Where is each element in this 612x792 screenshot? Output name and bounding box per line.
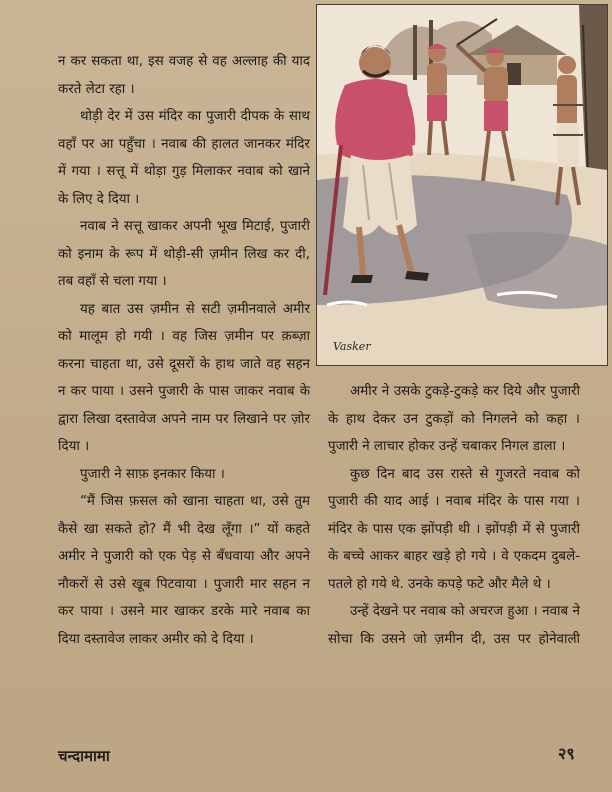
paragraph: “मैं जिस फ़सल को खाना चाहता था, उसे तुम कैसे खा सकते हो? मैं भी देख लूँगा ।” यों कहते अमीर ने पुजारी को एक पेड़ से बँधवाया और अपने नौकरों से उसे खूब पिटवाया । पुजारी मार सहन न कर पाया । उसने मार खाकर डरके मारे नवाब का दिया दस्तावेज लाकर अमीर को दे दिया ।: [58, 494, 310, 647]
paragraph: उन्हें देखने पर नवाब को अचरज हुआ । नवाब ने सोचा कि उसने जो ज़मीन दी, उस पर होनेवाली: [328, 604, 580, 647]
paragraph: यह बात उस ज़मीन से सटी ज़मीनवाले अमीर को मालूम हो गयी । वह जिस ज़मीन पर क़ब्ज़ा करना चाहता था, उसे दूसरों के हाथ जाते वह सहन न कर पाया । उसने पुजारी के पास जाकर नवाब के द्वारा लिखा दस्तावेज अपने नाम पर लिखाने पर ज़ोर दिया ।: [58, 301, 310, 454]
right-text-column: [328, 378, 580, 653]
illustration-drawing: [317, 5, 607, 365]
story-illustration: [316, 4, 608, 366]
paragraph: अमीर ने उसके टुकड़े-टुकड़े कर दिये और पुजारी के हाथ देकर उन टुकड़ों को निगलने को कहा । पुजारी ने लाचार होकर उन्हें चबाकर निगल डाला ।: [328, 384, 580, 454]
page-number: २९: [558, 744, 575, 763]
magazine-title: चन्दामामा: [58, 747, 110, 765]
paragraph: पुजारी ने साफ़ इनकार किया ।: [80, 466, 225, 482]
paragraph: नवाब ने सत्तू खाकर अपनी भूख मिटाई, पुजारी को इनाम के रूप में थोड़ी-सी ज़मीन लिख कर दी, तब वहाँ से चला गया ।: [58, 219, 310, 289]
paragraph: न कर सकता था, इस वजह से वह अल्लाह की याद करते लेटा रहा ।: [58, 54, 310, 97]
artist-signature: Vasker: [333, 340, 371, 353]
paragraph: कुछ दिन बाद उस रास्ते से गुजरते नवाब को पुजारी की याद आई । नवाब मंदिर के पास गया । मंदिर के पास एक झोंपड़ी थी । झोंपड़ी में से पुजारी के बच्चे आकर बाहर खड़े हो गये । वे एकदम दुबले-पतले हो गये थे. उनके कपड़े फटे और मैले थे ।: [328, 466, 580, 592]
paragraph: थोड़ी देर में उस मंदिर का पुजारी दीपक के साथ वहाँ पर आ पहुँचा । नवाब की हालत जानकर मंदिर में गया । सत्तू में थोड़ा गुड़ मिलाकर नवाब को खाने के लिए दे दिया ।: [58, 109, 310, 207]
left-text-column: [58, 48, 310, 653]
